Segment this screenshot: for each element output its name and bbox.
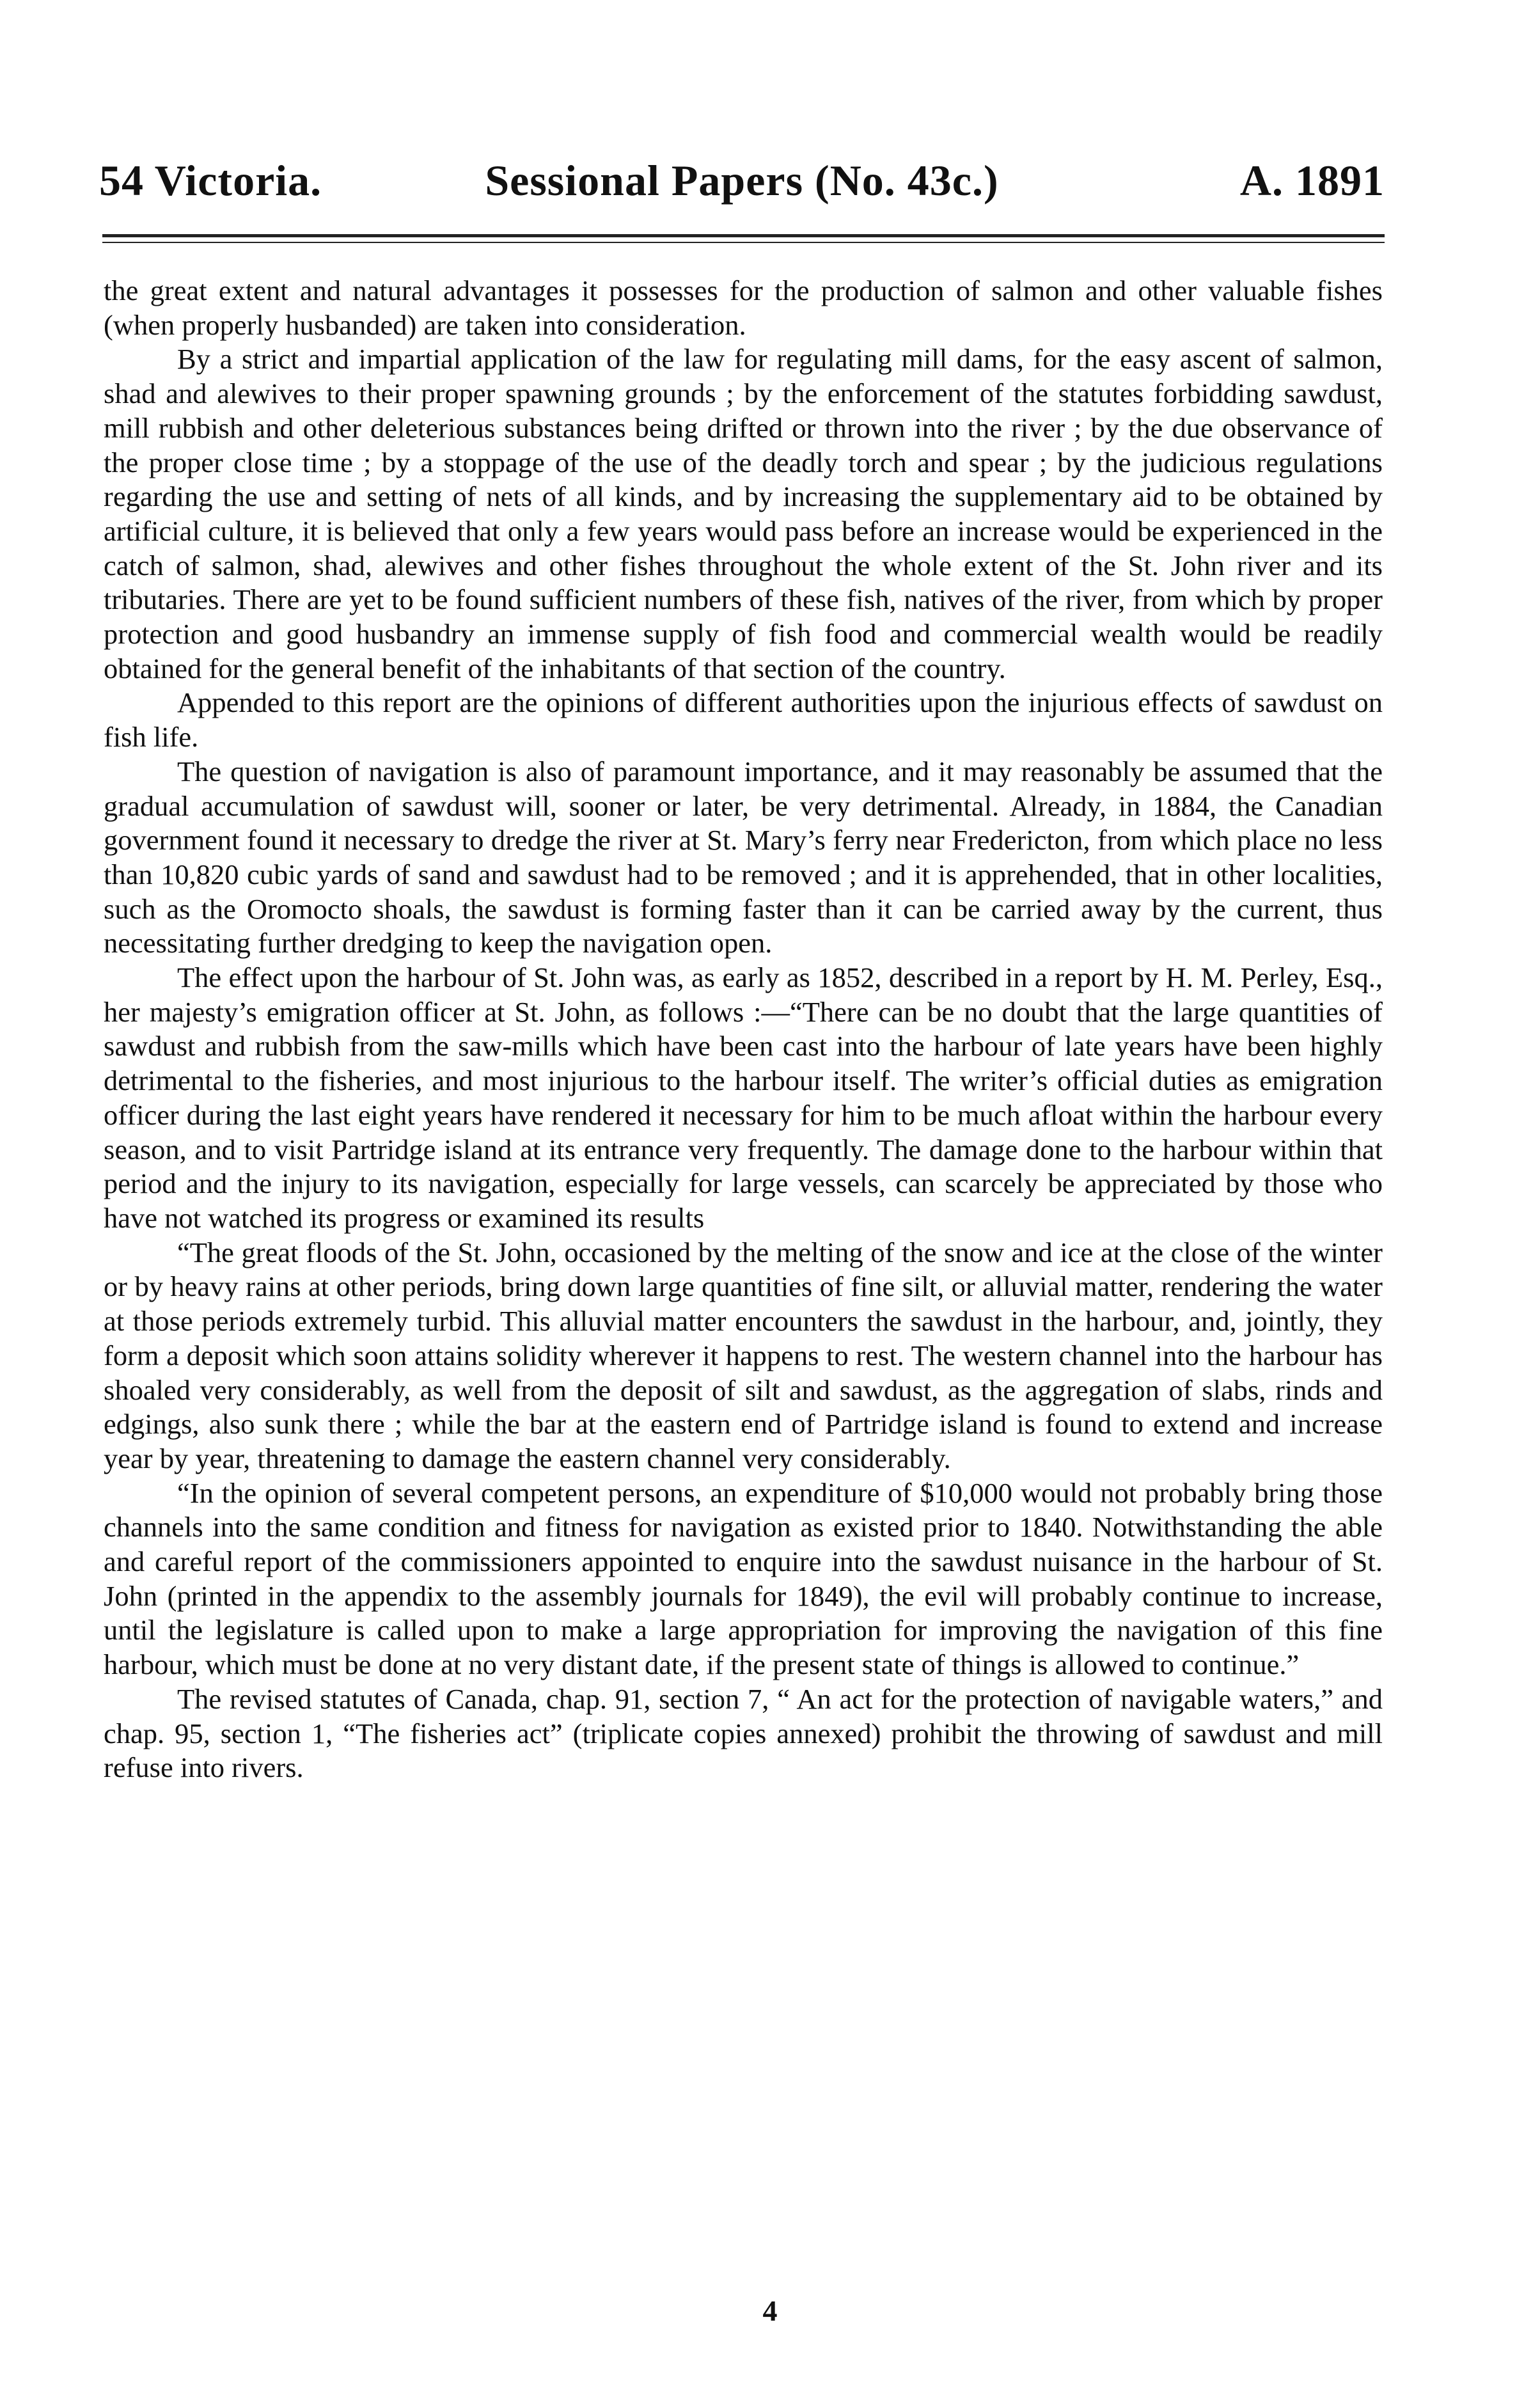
paragraph-navigation: The question of navigation is also of paramount importance, and it may reasonably be assumed that the gradual accumulation of sawdust will, sooner or later, be very detrimental. Already, in 1884, the Canadian government found it necessary to dredge the river at St. Mary’s ferry near Fredericton, from which place no less than 10,820 cubic yards of sand and sawdust had to be removed ; and it is apprehended, that in other localities, such as the Oromocto shoals, the sawdust is forming faster than it can be carried away by the current, thus necessitating further dredging to keep the navigation open. [104,755,1383,959]
header-year: A. 1891 [1239,156,1385,205]
paragraph-regulations: By a strict and impartial application of the law for regulating mill dams, for the easy ascent of salmon, shad and alewives to their proper spawning grounds ; by the enforcement of the statutes forbidding sawdust, mill rubbish and other deleterious substances being drifted or thrown into the river ; by the due observance of the proper close time ; by a stoppage of the use of the deadly torch and spear ; by the judicious regulations regarding the use and setting of nets of all kinds, and by increasing the supplementary aid to be obtained by artificial culture, it is believed that only a few years would pass before an increase would be experienced in the catch of salmon, shad, alewives and other fishes throughout the whole extent of the St. John river and its tributaries. There are yet to be found sufficient numbers of these fish, natives of the river, from which by proper protection and good husbandry an immense supply of fish food and commercial wealth would be readily obtained for the general benefit of the inhabitants of that section of the country. [104,343,1383,684]
body-text [104,274,1383,1785]
paragraph-statutes: The revised statutes of Canada, chap. 91, section 7, “ An act for the protection of navigable waters,” and chap. 95, section 1, “The fisheries act” (triplicate copies annexed) prohibit the throwing of sawdust and mill refuse into rivers. [104,1682,1383,1784]
running-header [99,148,1385,212]
paragraph-harbour-report: The effect upon the harbour of St. John was, as early as 1852, described in a report by H. M. Perley, Esq., her majesty’s emigration officer at St. John, as follows :—“There can be no doubt that the large quantities of sawdust and rubbish from the saw-mills which have been cast into the harbour of late years have been highly detrimental to the fisheries, and most injurious to the harbour itself. The writer’s official duties as emigration officer during the last eight years have rendered it necessary for him to be much afloat within the harbour every season, and to visit Partridge island at its entrance very frequently. The damage done to the harbour within that period and the injury to its navigation, especially for large vessels, can scarcely be appreciated by those who have not watched its progress or examined its results [104,961,1383,1234]
paragraph-appended-opinions: Appended to this report are the opinions of different authorities upon the injurious effects of sawdust on fish life. [104,686,1383,754]
header-rule-thin [102,242,1385,243]
paragraph-continuation: the great extent and natural advantages it possesses for the production of salmon and other valuable fishes (when properly husbanded) are taken into consideration. [104,274,1383,341]
header-volume: 54 Victoria. [99,156,322,205]
header-title: Sessional Papers (No. 43c.) [485,156,999,205]
paragraph-expenditure: “In the opinion of several competent persons, an expenditure of $10,000 would not probably bring those channels into the same condition and fitness for navigation as existed prior to 1840. Notwithstanding the able and careful report of the commissioners appointed to enquire into the sawdust nuisance in the harbour of St. John (printed in the appendix to the assembly journals for 1849), the evil will probably continue to increase, until the legislature is called upon to make a large appropriation for improving the navigation of this fine harbour, which must be done at no very distant date, if the present state of things is allowed to continue.” [104,1476,1383,1681]
paragraph-floods: “The great floods of the St. John, occasioned by the melting of the snow and ice at the close of the winter or by heavy rains at other periods, bring down large quantities of fine silt, or alluvial matter, rendering the water at those periods extremely turbid. This alluvial matter encounters the sawdust in the harbour, and, jointly, they form a deposit which soon attains solidity wherever it happens to rest. The western channel into the harbour has shoaled very considerably, as well from the deposit of silt and sawdust, as the aggregation of slabs, rinds and edgings, also sunk there ; while the bar at the eastern end of Partridge island is found to extend and increase year by year, threatening to damage the eastern channel very considerably. [104,1236,1383,1474]
header-rule-thick [102,234,1385,237]
page-number: 4 [762,2294,778,2327]
